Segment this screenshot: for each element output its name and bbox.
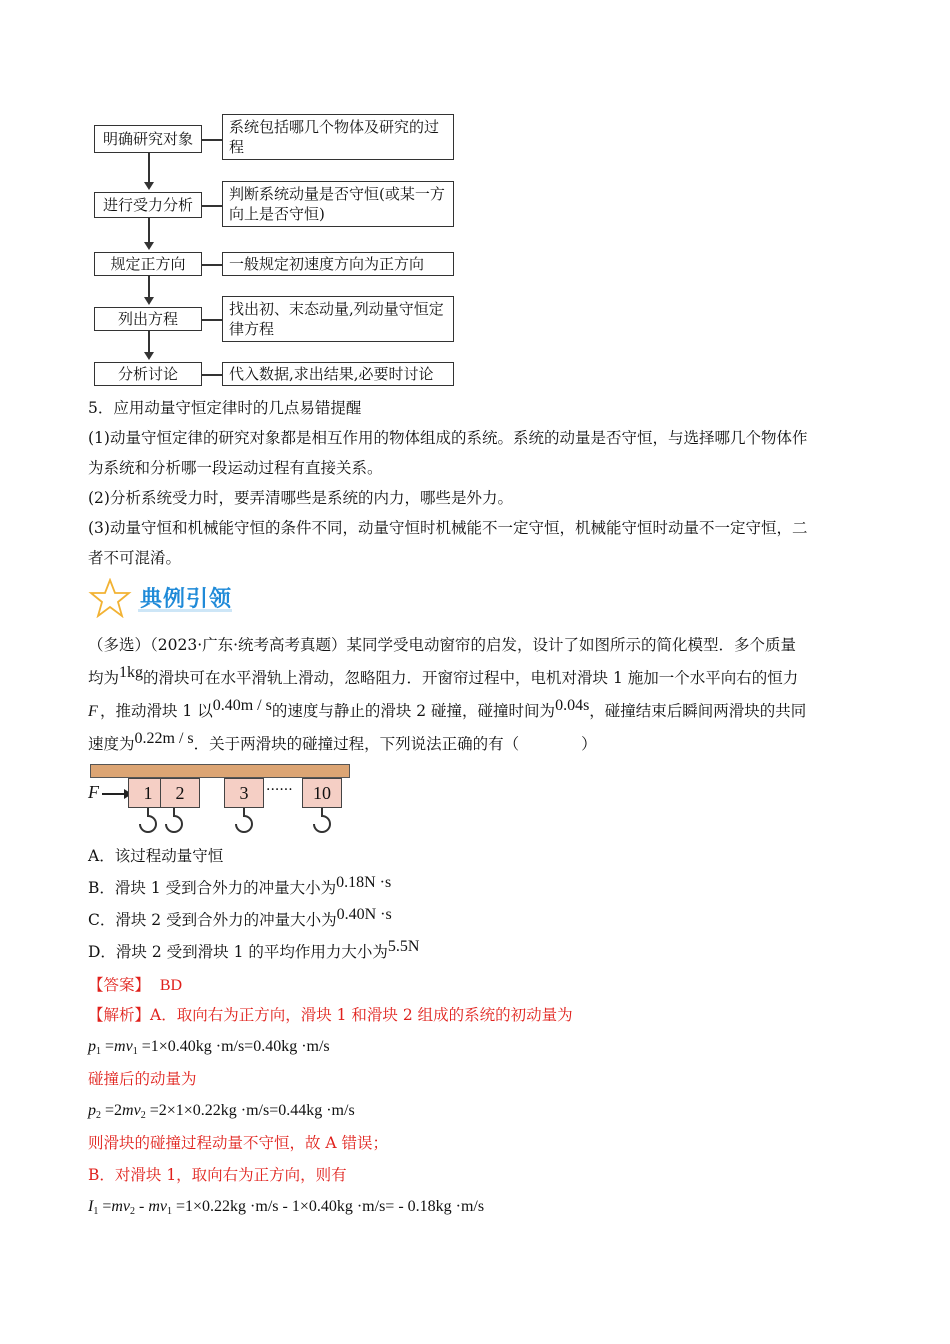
flow-arrowhead — [144, 242, 154, 250]
star-icon — [88, 578, 132, 618]
flow-step-1-box: 明确研究对象 — [94, 125, 202, 153]
paragraph-1: (1)动量守恒定律的研究对象都是相互作用的物体组成的系统。系统的动量是否守恒，与选择哪几个物体作 — [88, 429, 808, 447]
answer-label: 【答案】 — [88, 976, 151, 994]
slider-block-3: 3 — [224, 778, 264, 808]
time-value: 0.04s — [555, 697, 590, 714]
analysis-line-2: 碰撞后的动量为 — [88, 1070, 197, 1088]
formula-1: $p_1 =mv_1 =1\times 0.40kg \cdot m/s=0.40kg \cdot m/s$ — [88, 1038, 330, 1057]
flow-step-4-box: 列出方程 — [94, 307, 202, 331]
analysis-text: A．取向右为正方向，滑块 1 和滑块 2 组成的系统的初动量为 — [150, 1006, 573, 1024]
formula-text: =1×0.40kg ·m/s=0.40kg ·m/s — [141, 1038, 330, 1055]
paragraph-2: (2)分析系统受力时，要弄清哪些是系统的内力，哪些是外力。 — [88, 489, 513, 507]
paragraph-3: (3)动量守恒和机械能守恒的条件不同，动量守恒时机械能不一定守恒，机械能守恒时动量不一定守恒，二 — [88, 519, 808, 537]
flow-arrow — [148, 218, 150, 243]
formula-text: =2×1×0.22kg ·m/s=0.44kg ·m/s — [149, 1102, 355, 1119]
answer-line — [88, 970, 868, 1001]
option-a — [88, 842, 223, 870]
question-line-3b — [100, 696, 880, 727]
option-value: 0.40N ·s — [336, 906, 392, 923]
flow-step-5-box: 分析讨论 — [94, 362, 202, 386]
example-heading: 典例引领 — [140, 587, 233, 612]
answer-value: BD — [159, 977, 183, 994]
question-text: 均为 — [88, 669, 120, 687]
option-d — [88, 938, 419, 967]
flow-connector — [202, 319, 222, 321]
flow-step-1-desc: 系统包括哪几个物体及研究的过程 — [222, 114, 454, 160]
flow-arrowhead — [144, 352, 154, 360]
option-b — [88, 874, 391, 903]
paragraph-1-cont: 为系统和分析哪一段运动过程有直接关系。 — [88, 459, 383, 477]
formula-3: $I_1 =mv_2 - mv_1 =1\times 0.22kg \cdot m/s - 1\times 0.40kg \cdot m/s= - 0.18kg \cdot m/s$ — [88, 1198, 485, 1217]
question-text: 的速度与静止的滑块 2 碰撞，碰撞时间为 — [271, 702, 556, 720]
option-text: C．滑块 2 受到合外力的冲量大小为 — [88, 911, 337, 929]
question-text: 的滑块可在水平滑轨上滑动，忽略阻力．开窗帘过程中，电机对滑块 1 施加一个水平向右的恒力 — [143, 669, 799, 687]
option-text: D．滑块 2 受到滑块 1 的平均作用力大小为 — [88, 943, 388, 961]
figure-dots: ······ — [266, 782, 293, 798]
final-speed-value: 0.22m / s — [134, 730, 194, 747]
question-line-1: （多选）（2023·广东·统考高考真题）某同学受电动窗帘的启发，设计了如图所示的简化模型．多个质量 — [88, 636, 797, 654]
flow-arrow — [148, 276, 150, 298]
flow-connector — [202, 139, 222, 141]
question-line-4 — [88, 729, 868, 760]
hooks-icon — [120, 806, 350, 834]
flow-step-2-box: 进行受力分析 — [94, 192, 202, 218]
analysis-line-1 — [88, 1000, 868, 1030]
analysis-line-3: 则滑块的碰撞过程动量不守恒，故 A 错误； — [88, 1134, 389, 1152]
flow-connector — [202, 264, 222, 266]
question-line-2 — [88, 663, 868, 694]
speed-value: 0.40m / s — [212, 697, 272, 714]
question-text: ，碰撞结束后瞬间两滑块的共同 — [589, 702, 807, 720]
question-text: ，推动滑块 1 以 — [100, 702, 213, 720]
flow-step-3-desc: 一般规定初速度方向为正方向 — [222, 252, 454, 276]
section-title: 5．应用动量守恒定律时的几点易错提醒 — [88, 399, 362, 417]
option-value: 5.5N — [387, 938, 420, 955]
question-text: 速度为 — [88, 735, 135, 753]
option-value: 0.18N ·s — [336, 874, 392, 891]
option-text: A．该过程动量守恒 — [88, 847, 224, 865]
rail — [90, 764, 350, 778]
formula-text: =1×0.22kg ·m/s - 1×0.40kg ·m/s= - 0.18kg ·m/s — [176, 1198, 485, 1215]
flow-connector — [202, 205, 222, 207]
option-text: B．滑块 1 受到合外力的冲量大小为 — [88, 879, 337, 897]
flow-step-2-desc: 判断系统动量是否守恒(或某一方向上是否守恒) — [222, 181, 454, 227]
force-symbol: F — [88, 703, 98, 720]
slider-block-2: 2 — [160, 778, 200, 808]
figure-force-label: F — [88, 782, 99, 802]
flow-arrow — [148, 331, 150, 353]
question-text: ．关于两滑块的碰撞过程，下列说法正确的有（ ） — [193, 735, 597, 753]
flow-step-3-box: 规定正方向 — [94, 252, 202, 276]
analysis-line-4: B．对滑块 1，取向右为正方向，则有 — [88, 1166, 347, 1184]
mass-value: 1kg — [119, 664, 144, 681]
flow-connector — [202, 374, 222, 376]
formula-2: $p_2 =2mv_2 =2\times 1\times 0.22kg \cdot m/s=0.44kg \cdot m/s$ — [88, 1102, 355, 1121]
flow-step-5-desc: 代入数据,求出结果,必要时讨论 — [222, 362, 454, 386]
flow-step-4-desc: 找出初、末态动量,列动量守恒定律方程 — [222, 296, 454, 342]
slider-block-10: 10 — [302, 778, 342, 808]
flow-arrow — [148, 153, 150, 183]
force-arrow-line — [102, 793, 126, 795]
analysis-label: 【解析】 — [88, 1006, 151, 1024]
flow-arrowhead — [144, 297, 154, 305]
flow-arrowhead — [144, 182, 154, 190]
option-c — [88, 906, 392, 935]
slider-block-1: 1 — [128, 778, 168, 808]
paragraph-3-cont: 者不可混淆。 — [88, 549, 182, 567]
